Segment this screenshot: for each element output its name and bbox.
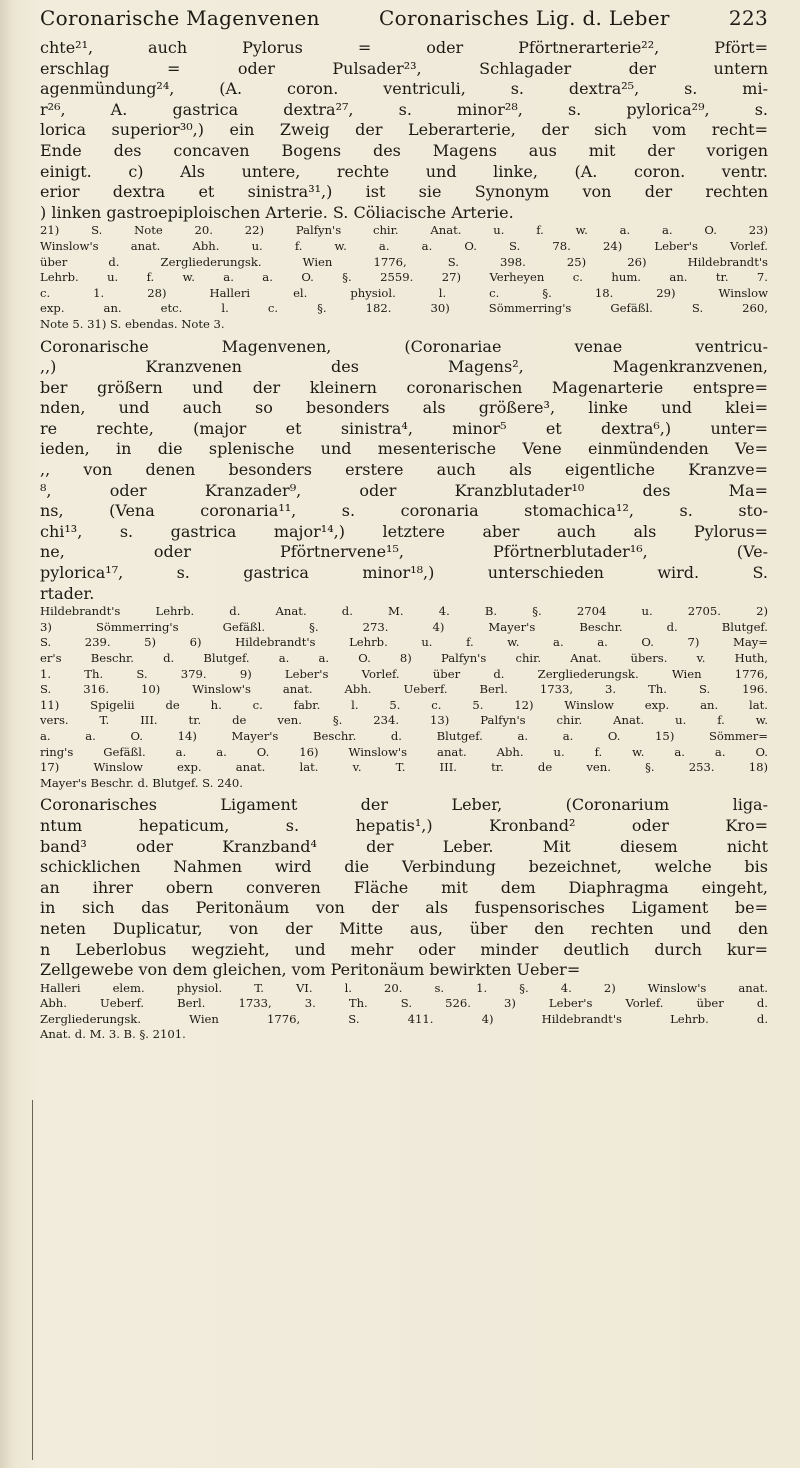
page-number: 223 bbox=[728, 6, 768, 30]
text-line: rtader. bbox=[40, 583, 95, 603]
text-line: pylorica¹⁷, s. gastrica minor¹⁸,) unterschieden wird. S. bbox=[40, 563, 768, 583]
footnote-line: S. 316. 10) Winslow's anat. Abh. Ueberf. Berl. 1733, 3. Th. S. 196. bbox=[40, 682, 768, 697]
footnote-line: ring's Gefäßl. a. a. O. 16) Winslow's anat. Abh. u. f. w. a. a. O. bbox=[40, 744, 768, 759]
text-line: ntum hepaticum, s. hepatis¹,) Kronband² oder Kro= bbox=[40, 815, 768, 835]
text-line: re rechte, (major et sinistra⁴, minor⁵ et dextra⁶,) unter= bbox=[40, 418, 768, 438]
text-line: neten Duplicatur, von der Mitte aus, über den rechten und den bbox=[40, 918, 768, 938]
text-line: einigt. c) Als untere, rechte und linke, (A. coron. ventr. bbox=[40, 161, 768, 181]
header-middle-title: Coronarisches Lig. d. Leber bbox=[379, 6, 670, 30]
text-line: chi¹³, s. gastrica major¹⁴,) letztere aber auch als Pylorus= bbox=[40, 521, 768, 541]
text-line: nden, und auch so besonders als größere³, linke und klei= bbox=[40, 398, 768, 418]
footnote-line: Zergliederungsk. Wien 1776, S. 411. 4) Hildebrandt's Lehrb. d. bbox=[40, 1011, 768, 1026]
footnote-line: Note 5. 31) S. ebendas. Note 3. bbox=[40, 316, 225, 331]
text-line: band³ oder Kranzband⁴ der Leber. Mit diesem nicht bbox=[40, 836, 768, 856]
header-left-title: Coronarische Magenvenen bbox=[40, 6, 320, 30]
text-line: ne, oder Pförtnervene¹⁵, Pförtnerblutader¹⁶, (Ve- bbox=[40, 542, 768, 562]
footnote-line: 21) S. Note 20. 22) Palfyn's chir. Anat. u. f. w. a. a. O. 23) bbox=[40, 223, 768, 238]
footnote-line: er's Beschr. d. Blutgef. a. a. O. 8) Palfyn's chir. Anat. übers. v. Huth, bbox=[40, 651, 768, 665]
text-line: Coronarische Magenvenen, (Coronariae venae ventricu- bbox=[40, 336, 768, 356]
footnote-line: 17) Winslow exp. anat. lat. v. T. III. tr. de ven. §. 253. 18) bbox=[40, 760, 768, 775]
footnote-line: 3) Sömmerring's Gefäßl. §. 273. 4) Mayer's Beschr. d. Blutgef. bbox=[40, 619, 768, 634]
footnotes-coronary-ligament-liver bbox=[40, 981, 768, 1043]
entry-coronary-gastric-veins bbox=[40, 337, 768, 605]
text-line: r²⁶, A. gastrica dextra²⁷, s. minor²⁸, s. pylorica²⁹, s. bbox=[40, 99, 768, 119]
text-line: ⁸, oder Kranzader⁹, oder Kranzblutader¹⁰ des Ma= bbox=[40, 480, 768, 500]
entry-coronary-ligament-liver bbox=[40, 795, 768, 980]
entry-coronary-gastric-artery-text bbox=[40, 38, 768, 223]
text-line: in sich das Peritonäum von der als fuspensorisches Ligament be= bbox=[40, 898, 768, 918]
footnote-line: über d. Zergliederungsk. Wien 1776, S. 398. 25) 26) Hildebrandt's bbox=[40, 254, 768, 269]
text-line: ieden, in die splenische und mesenterische Vene einmündenden Ve= bbox=[40, 439, 768, 459]
footnote-line: a. a. O. 14) Mayer's Beschr. d. Blutgef. a. a. O. 15) Sömmer= bbox=[40, 728, 768, 743]
text-line: Coronarisches Ligament der Leber, (Coronarium liga- bbox=[40, 795, 768, 815]
text-line: schicklichen Nahmen wird die Verbindung bezeichnet, welche bis bbox=[40, 857, 768, 877]
footnote-line: Halleri elem. physiol. T. VI. l. 20. s. 1. §. 4. 2) Winslow's anat. bbox=[40, 980, 768, 995]
footnote-line: c. 1. 28) Halleri el. physiol. l. c. §. 18. 29) Winslow bbox=[40, 285, 768, 300]
text-line: erschlag = oder Pulsader²³, Schlagader der untern bbox=[40, 58, 768, 78]
footnote-line: Abh. Ueberf. Berl. 1733, 3. Th. S. 526. 3) Leber's Vorlef. über d. bbox=[40, 996, 768, 1011]
text-line: n Leberlobus wegzieht, und mehr oder minder deutlich durch kur= bbox=[40, 939, 768, 959]
binding-shadow-line bbox=[32, 1100, 33, 1460]
footnote-line: vers. T. III. tr. de ven. §. 234. 13) Palfyn's chir. Anat. u. f. w. bbox=[40, 713, 768, 728]
footnote-line: Winslow's anat. Abh. u. f. w. a. a. O. S. 78. 24) Leber's Vorlef. bbox=[40, 238, 768, 253]
footnotes-coronary-gastric-artery bbox=[40, 223, 768, 332]
text-line: Ende des concaven Bogens des Magens aus mit der vorigen bbox=[40, 140, 768, 160]
text-line: ,,) Kranzvenen des Magens², Magenkranzvenen, bbox=[40, 357, 768, 377]
footnote-line: 1. Th. S. 379. 9) Leber's Vorlef. über d. Zergliederungsk. Wien 1776, bbox=[40, 666, 768, 681]
footnote-line: Lehrb. u. f. w. a. a. O. §. 2559. 27) Verheyen c. hum. an. tr. 7. bbox=[40, 270, 768, 285]
footnotes-coronary-gastric-veins bbox=[40, 604, 768, 791]
footnote-line: S. 239. 5) 6) Hildebrandt's Lehrb. u. f. w. a. a. O. 7) May= bbox=[40, 635, 768, 650]
text-line: agenmündung²⁴, (A. coron. ventriculi, s. dextra²⁵, s. mi- bbox=[40, 79, 768, 99]
footnote-line: Mayer's Beschr. d. Blutgef. S. 240. bbox=[40, 775, 243, 790]
footnote-line: 11) Spigelii de h. c. fabr. l. 5. c. 5. 12) Winslow exp. an. lat. bbox=[40, 697, 768, 712]
text-line: ber größern und der kleinern coronarischen Magenarterie entspre= bbox=[40, 377, 768, 397]
text-line: Zellgewebe von dem gleichen, vom Peritonäum bewirkten Ueber= bbox=[40, 960, 581, 980]
text-line: ns, (Vena coronaria¹¹, s. coronaria stomachica¹², s. sto- bbox=[40, 501, 768, 521]
text-line: ,, von denen besonders erstere auch als eigentliche Kranzve= bbox=[40, 460, 768, 480]
text-line: ) linken gastroepiploischen Arterie. S. Cöliacische Arterie. bbox=[40, 202, 514, 222]
page-body bbox=[40, 38, 768, 1043]
running-header bbox=[40, 6, 768, 36]
text-line: lorica superior³⁰,) ein Zweig der Leberarterie, der sich vom recht= bbox=[40, 120, 768, 140]
footnote-line: Hildebrandt's Lehrb. d. Anat. d. M. 4. B. §. 2704 u. 2705. 2) bbox=[40, 604, 768, 619]
footnote-line: exp. an. etc. l. c. §. 182. 30) Sömmerring's Gefäßl. S. 260, bbox=[40, 301, 768, 316]
text-line: erior dextra et sinistra³¹,) ist sie Synonym von der rechten bbox=[40, 182, 768, 202]
footnote-line: Anat. d. M. 3. B. §. 2101. bbox=[40, 1027, 186, 1042]
text-line: an ihrer obern converen Fläche mit dem Diaphragma eingeht, bbox=[40, 877, 768, 897]
text-line: chte²¹, auch Pylorus = oder Pförtnerarterie²², Pfört= bbox=[40, 38, 768, 57]
